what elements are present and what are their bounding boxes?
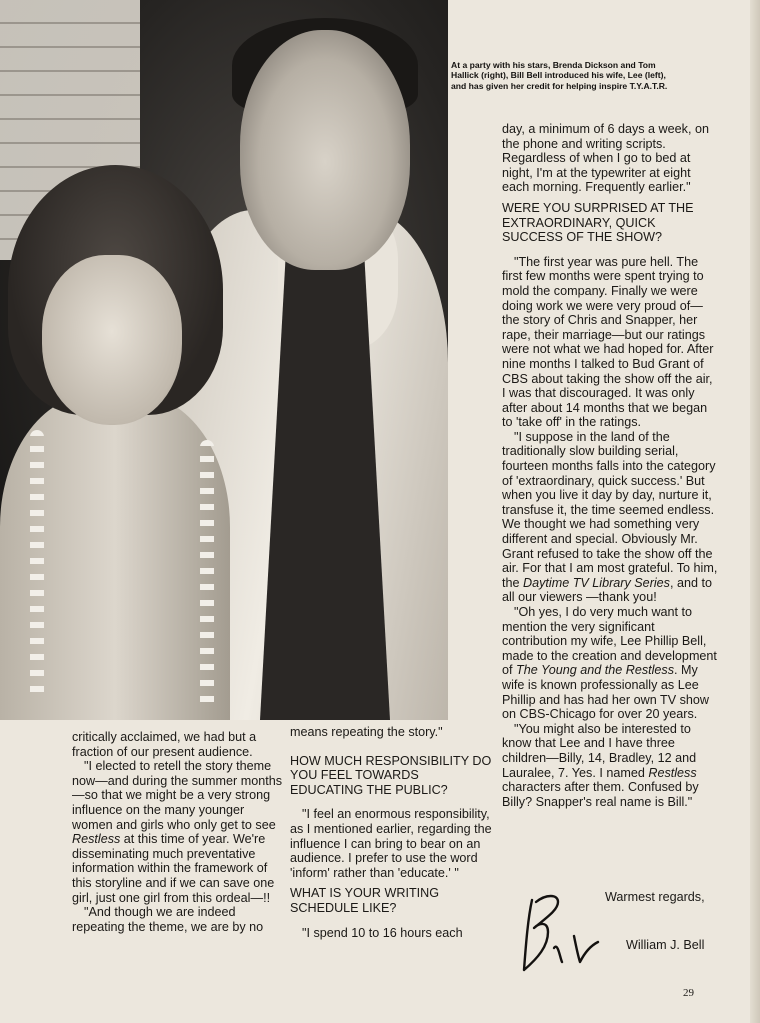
paragraph: "You might also be interested to know that Lee and I have three children—Billy, 14, Bradley, 12 and Lauralee, 7. Yes. I named Restless characters after them. Confused by Billy? Snapper's real name is Bill." [502,721,699,809]
question-heading: WERE YOU SURPRISED AT THE EXTRAORDINARY, QUICK SUCCESS OF THE SHOW? [502,200,694,245]
article-column-left [72,730,284,934]
paragraph: "I elected to retell the story theme now—and during the summer months—so that we might be a very strong influence on the many younger women and girls who only get to see Restless at this time of year. We're disseminating much preventative information within the framework of this storyline and if we can save one girl, just one girl from this ordeal—!! [72,759,282,905]
paragraph: "I feel an enormous responsibility, as I mentioned earlier, regarding the influence I can bring to bear on an audience. I prefer to use the word 'inform' rather than 'educate.' " [290,807,492,880]
paragraph: "Oh yes, I do very much want to mention the very significant contribution my wife, Lee Phillip Bell, made to the creation and development of The Young and the Restless. My wife is known professionally as Lee Phillip and has had her own TV show on CBS-Chicago for over 20 years. [502,605,717,722]
article-column-right [502,122,718,809]
paragraph: "And though we are indeed repeating the theme, we are by no [72,905,264,934]
page-edge [750,0,760,1023]
signer-name: William J. Bell [626,938,705,952]
bead-necklace [30,430,44,700]
closing-line: Warmest regards, [605,890,705,904]
paragraph: day, a minimum of 6 days a week, on the phone and writing scripts. Regardless of when I go to bed at night, I'm at the typewriter at eight each morning. Frequently earlier." [502,122,709,195]
paragraph: "I spend 10 to 16 hours each [302,925,463,940]
question-heading: HOW MUCH RESPONSIBILITY DO YOU FEEL TOWARDS EDUCATING THE PUBLIC? [290,753,492,797]
paragraph: "I suppose in the land of the traditionally slow building serial, fourteen months falls into the category of 'extraordinary, quick success.' But when you live it day by day, nurture it, transfuse it, the time seemed endless. We thought we had something very different and special. Obviously Mr. Grant refused to take the show off the air. For that I am most grateful. To him, the Daytime TV Library Series, and to all our viewers —thank you! [502,429,718,605]
woman-face [42,255,182,425]
photo-caption: At a party with his stars, Brenda Dickson and Tom Hallick (right), Bill Bell introduced his wife, Lee (left), and has given her credit for helping inspire T.Y.A.T.R. [451,60,668,91]
handwritten-signature [518,888,610,978]
paragraph: means repeating the story." [290,725,443,739]
bead-necklace [200,440,214,710]
party-photo [0,0,448,720]
page-number: 29 [683,987,694,999]
paragraph: critically acclaimed, we had but a fraction of our present audience. [72,730,257,759]
question-heading: WHAT IS YOUR WRITING SCHEDULE LIKE? [290,886,440,915]
paragraph: "The first year was pure hell. The first few months were spent trying to mold the company. Finally we were doing work we were very proud of—the story of Chris and Snapper, her rape, their marriage—but our ratings were not what we had hoped for. After nine months I talked to Bud Grant of CBS about taking the show off the air, I was that discouraged. It was only after about 14 months that we began to 'take off' in the ratings. [502,254,714,430]
man-face [240,30,410,270]
article-column-middle [290,725,492,940]
